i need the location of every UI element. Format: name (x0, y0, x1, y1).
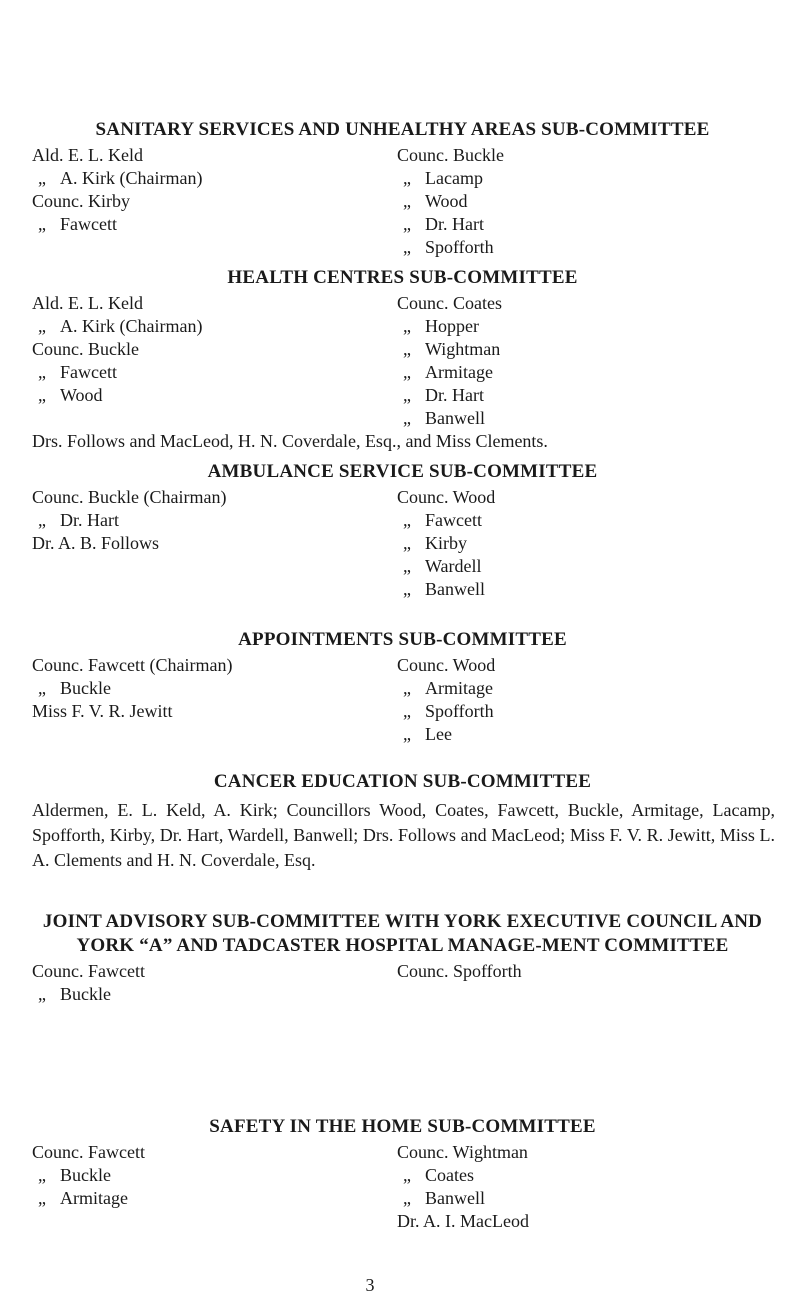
member-line: „ Wardell (403, 556, 482, 576)
member-line: Dr. A. B. Follows (32, 533, 160, 553)
member-line: „ Buckle (38, 984, 111, 1004)
member-line: Counc. Wood (397, 655, 496, 675)
member-line: „ Wood (38, 385, 103, 405)
section-joint (30, 910, 775, 1006)
member-line: Counc. Buckle (32, 339, 139, 359)
section-safety (30, 1115, 775, 1233)
member-line: „ Dr. Hart (403, 385, 484, 405)
member-line: Counc. Kirby (32, 191, 130, 211)
section-text: Aldermen, E. L. Keld, A. Kirk; Councillors Wood, Coates, Fawcett, Buckle, Armitage, Lacamp, Spofforth, Kirby, Dr. Hart, Wardell, Banwell; Drs. Follows and MacLeod; Miss F. V. R. Jewitt, Miss L. A. Clements and H. N. Coverdale, Esq. (32, 800, 775, 870)
member-line: „ Fawcett (403, 510, 482, 530)
section-title: CANCER EDUCATION SUB-COMMITTEE (213, 771, 592, 792)
section-title: SAFETY IN THE HOME SUB-COMMITTEE (209, 1116, 596, 1137)
member-line: „ Spofforth (403, 701, 494, 721)
member-line: „ Kirby (403, 533, 467, 553)
section-title: AMBULANCE SERVICE SUB-COMMITTEE (207, 461, 598, 482)
member-line: Counc. Coates (397, 293, 502, 313)
section-appointments (30, 628, 775, 746)
member-line: „ Lee (403, 724, 452, 744)
member-line: „ Dr. Hart (403, 214, 484, 234)
member-line: „ Banwell (403, 408, 485, 428)
section-sanitary (30, 118, 775, 259)
section-cancer (30, 770, 775, 873)
section-title: SANITARY SERVICES AND UNHEALTHY AREAS SUB-COMMITTEE (95, 119, 710, 140)
member-line: „ Wightman (403, 339, 501, 359)
member-line: Ald. E. L. Keld (32, 293, 143, 313)
member-line: Dr. A. I. MacLeod (397, 1211, 529, 1231)
member-line: „ Buckle (38, 678, 111, 698)
section-title: HEALTH CENTRES SUB-COMMITTEE (227, 267, 578, 288)
member-line: Counc. Wightman (397, 1142, 528, 1162)
section-ambulance (30, 460, 775, 601)
section-title: APPOINTMENTS SUB-COMMITTEE (238, 629, 567, 650)
member-line: „ Banwell (403, 579, 485, 599)
member-line: Counc. Spofforth (397, 961, 522, 981)
member-line: „ Dr. Hart (38, 510, 119, 530)
member-line: Counc. Fawcett (32, 961, 145, 981)
section-health (30, 266, 775, 453)
member-line: Miss F. V. R. Jewitt (32, 701, 173, 721)
member-line: „ Armitage (403, 362, 493, 382)
member-line: „ Lacamp (403, 168, 483, 188)
member-line: „ Fawcett (38, 362, 117, 382)
member-line: „ Banwell (403, 1188, 485, 1208)
member-line: „ Coates (403, 1165, 474, 1185)
member-line: „ A. Kirk (Chairman) (38, 168, 203, 188)
page-number: 3 (365, 1275, 375, 1295)
member-line: Counc. Fawcett (32, 1142, 145, 1162)
member-line: „ Fawcett (38, 214, 117, 234)
section-title: JOINT ADVISORY SUB-COMMITTEE WITH YORK EXECUTIVE COUNCIL AND YORK “A” AND TADCASTER HOSPITAL MANAGE-MENT COMMITTEE (42, 911, 763, 956)
member-line: Counc. Fawcett (Chairman) (32, 655, 233, 675)
member-line: „ A. Kirk (Chairman) (38, 316, 203, 336)
member-line: Counc. Buckle (397, 145, 504, 165)
member-line: „ Buckle (38, 1165, 111, 1185)
member-line: „ Hopper (403, 316, 479, 336)
member-line: „ Armitage (403, 678, 493, 698)
member-line: „ Spofforth (403, 237, 494, 257)
section-note: Drs. Follows and MacLeod, H. N. Coverdale, Esq., and Miss Clements. (32, 431, 548, 451)
member-line: Ald. E. L. Keld (32, 145, 143, 165)
member-line: „ Wood (403, 191, 468, 211)
member-line: Counc. Buckle (Chairman) (32, 487, 227, 507)
member-line: Counc. Wood (397, 487, 496, 507)
member-line: „ Armitage (38, 1188, 128, 1208)
